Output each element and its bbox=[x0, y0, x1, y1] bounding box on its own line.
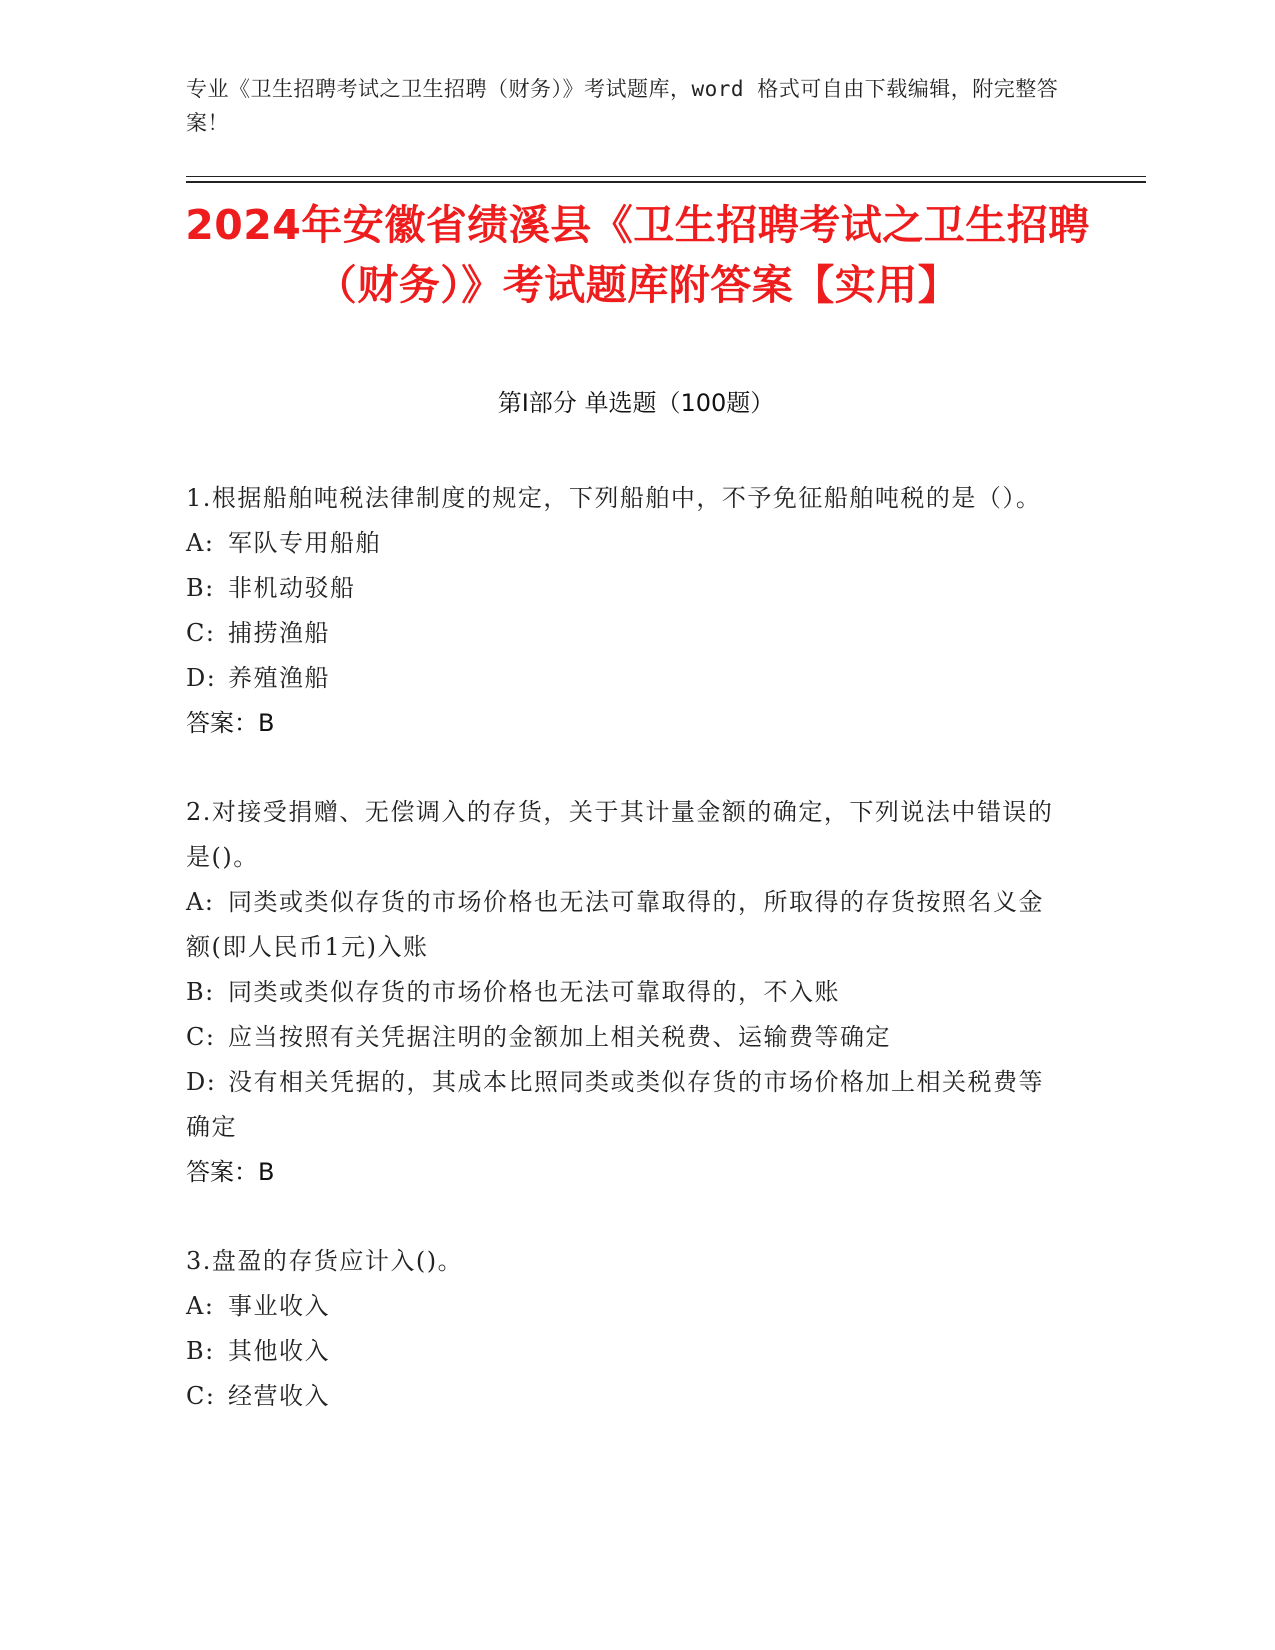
option-letter: C: bbox=[186, 1382, 216, 1410]
option-text: 经营收入 bbox=[228, 1382, 330, 1410]
option-d bbox=[186, 1060, 1066, 1150]
answer-line: 答案：B bbox=[186, 709, 275, 737]
option-letter: B: bbox=[186, 574, 215, 602]
header-rule-thick bbox=[186, 181, 1146, 183]
option-letter: C: bbox=[186, 619, 216, 647]
document-title: 2024年安徽省绩溪县《卫生招聘考试之卫生招聘（财务）》考试题库附答案【实用】 bbox=[185, 201, 1090, 309]
option-text: 没有相关凭据的，其成本比照同类或类似存货的市场价格加上相关税费等确定 bbox=[186, 1068, 1044, 1141]
option-letter: A: bbox=[186, 529, 215, 557]
option-c bbox=[186, 611, 1066, 656]
question-2 bbox=[186, 790, 1066, 1195]
option-letter: C: bbox=[186, 1023, 216, 1051]
option-c bbox=[186, 1015, 1066, 1060]
option-letter: A: bbox=[186, 1292, 215, 1320]
option-text: 非机动驳船 bbox=[228, 574, 356, 602]
option-text: 同类或类似存货的市场价格也无法可靠取得的，所取得的存货按照名义金额(即人民币1元)入账 bbox=[186, 888, 1044, 961]
option-text: 捕捞渔船 bbox=[228, 619, 330, 647]
option-letter: B: bbox=[186, 978, 215, 1006]
option-text: 同类或类似存货的市场价格也无法可靠取得的，不入账 bbox=[228, 978, 840, 1006]
option-letter: A: bbox=[186, 888, 215, 916]
question-1 bbox=[186, 476, 1066, 746]
option-text: 事业收入 bbox=[228, 1292, 330, 1320]
option-letter: B: bbox=[186, 1337, 215, 1365]
option-letter: D: bbox=[186, 1068, 217, 1096]
question-3 bbox=[186, 1239, 1066, 1419]
header-note: 专业《卫生招聘考试之卫生招聘（财务）》考试题库，word 格式可自由下载编辑，附完整答案！ bbox=[186, 77, 1059, 135]
option-text: 军队专用船舶 bbox=[228, 529, 381, 557]
header-rule-thin bbox=[186, 176, 1146, 177]
option-b bbox=[186, 1329, 1066, 1374]
option-text: 养殖渔船 bbox=[228, 664, 330, 692]
option-b bbox=[186, 970, 1066, 1015]
answer-line: 答案：B bbox=[186, 1158, 275, 1186]
section-title: 第Ⅰ部分 单选题（100题） bbox=[497, 389, 775, 417]
option-letter: D: bbox=[186, 664, 217, 692]
option-b bbox=[186, 566, 1066, 611]
option-a bbox=[186, 521, 1066, 566]
option-a bbox=[186, 880, 1066, 970]
option-c bbox=[186, 1374, 1066, 1419]
question-stem: 2.对接受捐赠、无偿调入的存货，关于其计量金额的确定，下列说法中错误的是()。 bbox=[186, 798, 1054, 871]
option-d bbox=[186, 656, 1066, 701]
question-stem: 3.盘盈的存货应计入()。 bbox=[186, 1247, 464, 1275]
question-stem: 1.根据船舶吨税法律制度的规定，下列船舶中，不予免征船舶吨税的是（）。 bbox=[186, 484, 1042, 512]
option-text: 其他收入 bbox=[228, 1337, 330, 1365]
option-text: 应当按照有关凭据注明的金额加上相关税费、运输费等确定 bbox=[228, 1023, 891, 1051]
question-list bbox=[186, 476, 1066, 1463]
option-a bbox=[186, 1284, 1066, 1329]
